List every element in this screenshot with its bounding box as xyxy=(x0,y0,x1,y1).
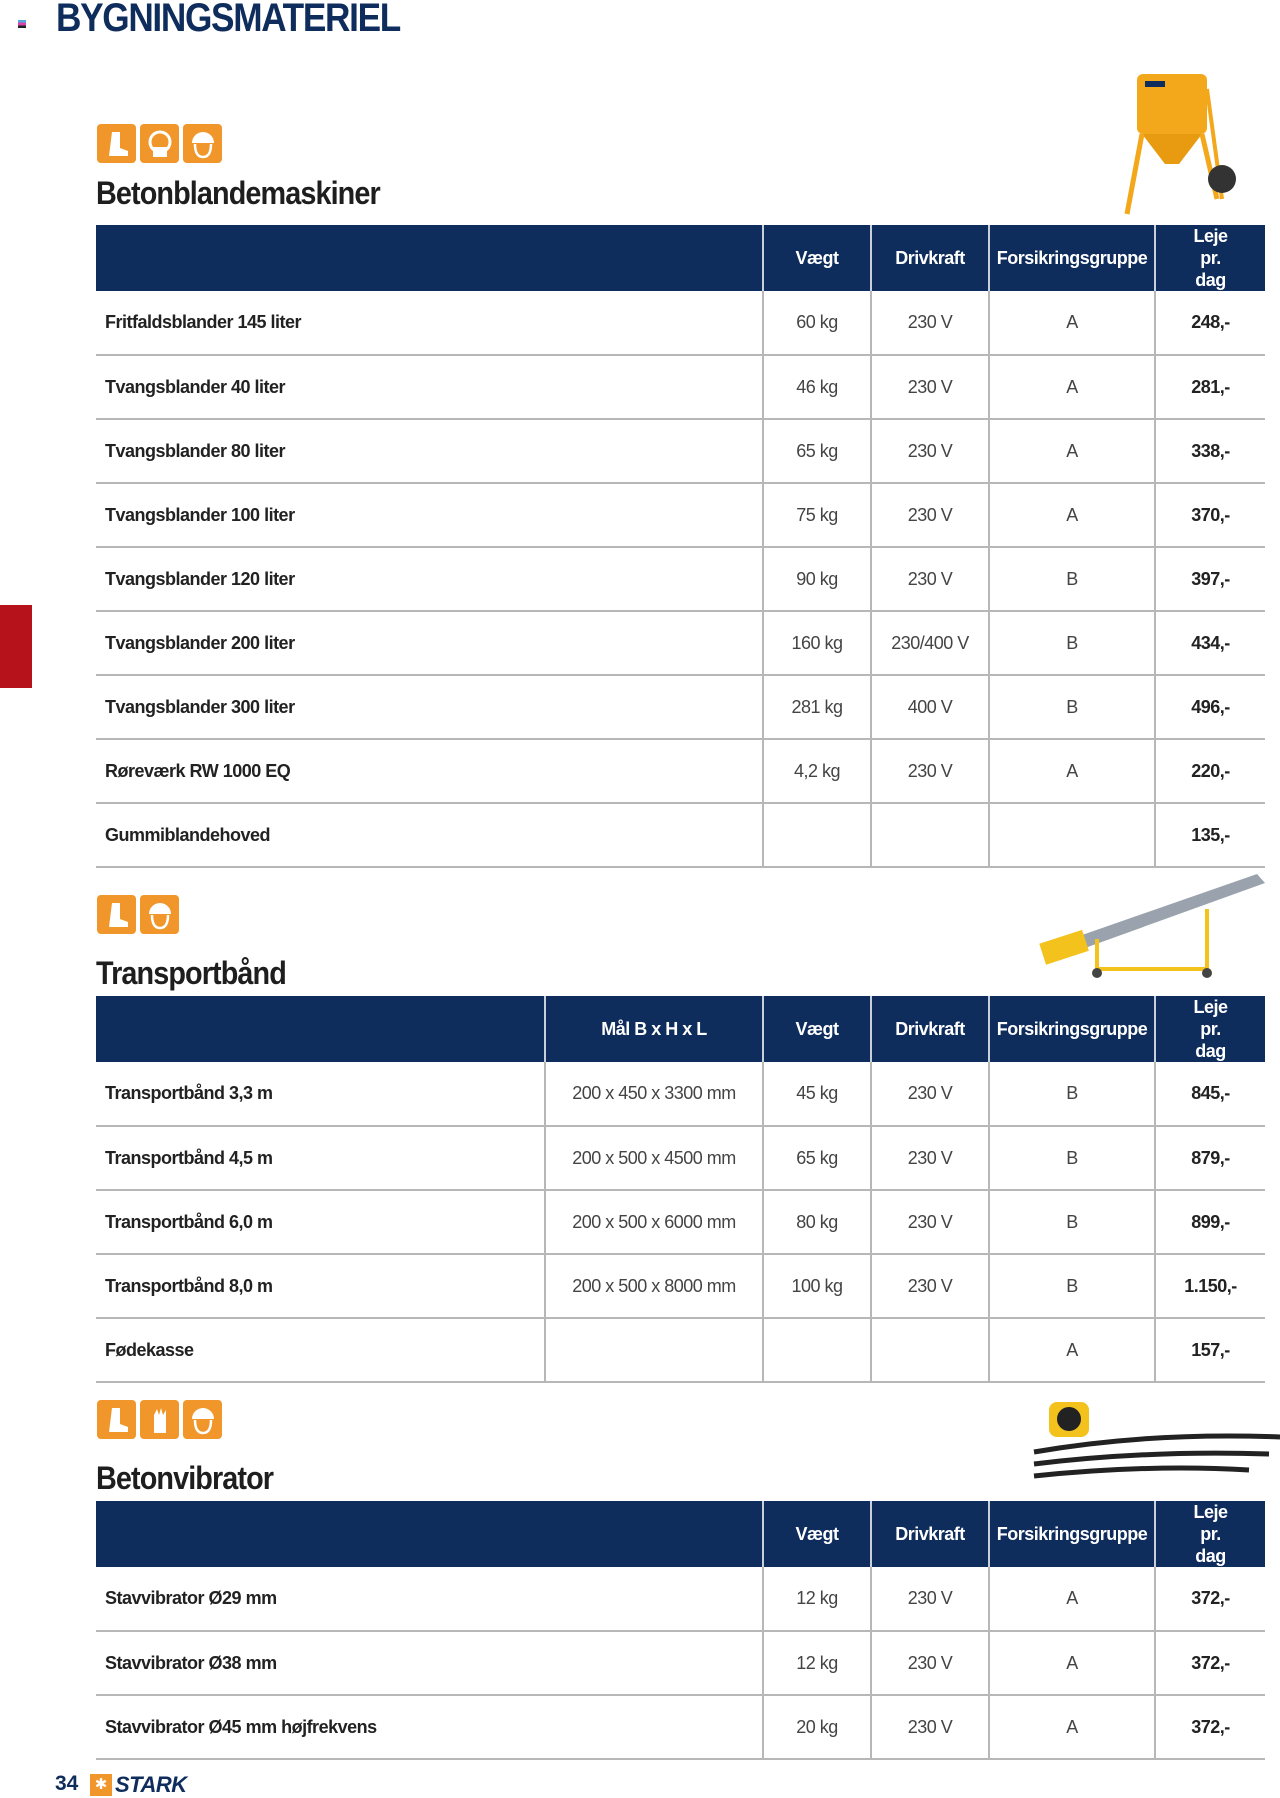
price-cell: 845,- xyxy=(1155,1062,1265,1126)
table-cell: 90 kg xyxy=(763,547,871,611)
price-cell: 1.150,- xyxy=(1155,1254,1265,1318)
price-cell: 397,- xyxy=(1155,547,1265,611)
table-header xyxy=(96,1501,1265,1567)
table-cell: 200 x 500 x 6000 mm xyxy=(545,1190,763,1254)
safety-icons xyxy=(97,1400,222,1439)
table-cell xyxy=(871,1318,989,1382)
table-cell: 200 x 500 x 4500 mm xyxy=(545,1126,763,1190)
page-title: BYGNINGSMATERIEL xyxy=(56,0,400,40)
table-row xyxy=(96,355,1265,419)
table-cell: A xyxy=(989,1567,1155,1631)
table-cell: A xyxy=(989,1695,1155,1759)
section-title: Betonvibrator xyxy=(96,1460,274,1496)
helmet-icon xyxy=(140,895,179,934)
chapter-tab xyxy=(0,605,32,688)
price-cell: 281,- xyxy=(1155,355,1265,419)
table-cell: B xyxy=(989,675,1155,739)
table-cell: 12 kg xyxy=(763,1631,871,1695)
table-cell: B xyxy=(989,1126,1155,1190)
table-header xyxy=(96,225,1265,291)
table-cell: 12 kg xyxy=(763,1567,871,1631)
product-name: Transportbånd 6,0 m xyxy=(96,1190,545,1254)
helmet-icon xyxy=(183,1400,222,1439)
table-header xyxy=(96,996,1265,1062)
column-header xyxy=(96,225,763,291)
table-row xyxy=(96,739,1265,803)
table-row xyxy=(96,611,1265,675)
column-header: Vægt xyxy=(763,225,871,291)
product-name: Stavvibrator Ø29 mm xyxy=(96,1567,763,1631)
column-header: Drivkraft xyxy=(871,996,989,1062)
product-name: Transportbånd 8,0 m xyxy=(96,1254,545,1318)
table-cell: 230 V xyxy=(871,1062,989,1126)
table-cell: 230 V xyxy=(871,739,989,803)
boot-icon xyxy=(97,1400,136,1439)
product-name: Stavvibrator Ø45 mm højfrekvens xyxy=(96,1695,763,1759)
table-cell: 46 kg xyxy=(763,355,871,419)
column-header: Vægt xyxy=(763,996,871,1062)
table-cell: A xyxy=(989,355,1155,419)
conveyor-belt-image xyxy=(1037,869,1267,981)
table-cell: A xyxy=(989,291,1155,355)
column-header: Drivkraft xyxy=(871,1501,989,1567)
table-cell: B xyxy=(989,1190,1155,1254)
column-header: Mål B x H x L xyxy=(545,996,763,1062)
concrete-vibrator-image xyxy=(1029,1392,1280,1484)
table-cell: 230 V xyxy=(871,1126,989,1190)
table-cell: 160 kg xyxy=(763,611,871,675)
product-name: Transportbånd 4,5 m xyxy=(96,1126,545,1190)
table-cell xyxy=(545,1318,763,1382)
table-cell: B xyxy=(989,547,1155,611)
helmet-icon xyxy=(183,124,222,163)
table-cell: 230 V xyxy=(871,1567,989,1631)
product-name: Tvangsblander 40 liter xyxy=(96,355,763,419)
price-cell: 372,- xyxy=(1155,1631,1265,1695)
table-cell xyxy=(989,803,1155,867)
table-cell: B xyxy=(989,611,1155,675)
product-name: Tvangsblander 200 liter xyxy=(96,611,763,675)
table-cell: 65 kg xyxy=(763,419,871,483)
table-cell: 230 V xyxy=(871,483,989,547)
table-cell: 45 kg xyxy=(763,1062,871,1126)
column-header: Forsikringsgruppe xyxy=(989,1501,1155,1567)
table-row xyxy=(96,1190,1265,1254)
stark-logo-icon: ✱ xyxy=(90,1774,112,1796)
price-cell: 370,- xyxy=(1155,483,1265,547)
column-header: Forsikringsgruppe xyxy=(989,996,1155,1062)
column-header xyxy=(96,996,545,1062)
table-cell: 230 V xyxy=(871,1631,989,1695)
table-cell: 230 V xyxy=(871,1190,989,1254)
column-header: Leje pr. dag xyxy=(1155,225,1265,291)
price-cell: 372,- xyxy=(1155,1695,1265,1759)
safety-icons xyxy=(97,124,222,163)
table-cell xyxy=(871,803,989,867)
table-cell: 281 kg xyxy=(763,675,871,739)
table-row xyxy=(96,483,1265,547)
table-cell: 80 kg xyxy=(763,1190,871,1254)
product-name: Fritfaldsblander 145 liter xyxy=(96,291,763,355)
table-cell: 400 V xyxy=(871,675,989,739)
table-cell: 230/400 V xyxy=(871,611,989,675)
table-cell: A xyxy=(989,419,1155,483)
table-cell: A xyxy=(989,1318,1155,1382)
product-name: Tvangsblander 100 liter xyxy=(96,483,763,547)
product-name: Tvangsblander 300 liter xyxy=(96,675,763,739)
table-cell: 230 V xyxy=(871,1695,989,1759)
price-cell: 157,- xyxy=(1155,1318,1265,1382)
table-cell: A xyxy=(989,739,1155,803)
price-cell: 248,- xyxy=(1155,291,1265,355)
table-cell: 20 kg xyxy=(763,1695,871,1759)
boot-icon xyxy=(97,124,136,163)
table-cell: 100 kg xyxy=(763,1254,871,1318)
table-row xyxy=(96,547,1265,611)
table-cell: 230 V xyxy=(871,355,989,419)
table-cell: 230 V xyxy=(871,547,989,611)
table-cell: 65 kg xyxy=(763,1126,871,1190)
column-header: Forsikringsgruppe xyxy=(989,225,1155,291)
table-cell: 230 V xyxy=(871,1254,989,1318)
table-cell: 60 kg xyxy=(763,291,871,355)
ear-protection-icon xyxy=(140,124,179,163)
product-name: Fødekasse xyxy=(96,1318,545,1382)
table-row xyxy=(96,1062,1265,1126)
table-cell: 230 V xyxy=(871,291,989,355)
boot-icon xyxy=(97,895,136,934)
product-name: Tvangsblander 120 liter xyxy=(96,547,763,611)
column-header: Drivkraft xyxy=(871,225,989,291)
table-row xyxy=(96,419,1265,483)
registration-mark xyxy=(18,20,26,28)
table-cell: 4,2 kg xyxy=(763,739,871,803)
safety-icons xyxy=(97,895,179,934)
table-row xyxy=(96,803,1265,867)
price-cell: 220,- xyxy=(1155,739,1265,803)
column-header: Leje pr. dag xyxy=(1155,1501,1265,1567)
table-cell: 200 x 500 x 8000 mm xyxy=(545,1254,763,1318)
rental-table xyxy=(96,225,1265,868)
page-number: 34 xyxy=(55,1772,79,1795)
product-name: Tvangsblander 80 liter xyxy=(96,419,763,483)
table-row xyxy=(96,1254,1265,1318)
table-cell: 200 x 450 x 3300 mm xyxy=(545,1062,763,1126)
table-cell xyxy=(763,803,871,867)
table-row xyxy=(96,1631,1265,1695)
price-cell: 879,- xyxy=(1155,1126,1265,1190)
table-cell: 230 V xyxy=(871,419,989,483)
table-row xyxy=(96,291,1265,355)
product-name: Transportbånd 3,3 m xyxy=(96,1062,545,1126)
stark-logo xyxy=(90,1772,187,1798)
price-cell: 372,- xyxy=(1155,1567,1265,1631)
table-cell xyxy=(763,1318,871,1382)
table-cell: A xyxy=(989,1631,1155,1695)
table-cell: A xyxy=(989,483,1155,547)
table-row xyxy=(96,675,1265,739)
table-row xyxy=(96,1695,1265,1759)
product-name: Gummiblandehoved xyxy=(96,803,763,867)
table-cell: B xyxy=(989,1254,1155,1318)
column-header: Vægt xyxy=(763,1501,871,1567)
table-cell: B xyxy=(989,1062,1155,1126)
table-row xyxy=(96,1567,1265,1631)
concrete-mixer-image xyxy=(1117,69,1242,219)
price-cell: 434,- xyxy=(1155,611,1265,675)
price-cell: 899,- xyxy=(1155,1190,1265,1254)
section-title: Transportbånd xyxy=(96,955,286,991)
stark-logo-text: STARK xyxy=(115,1772,187,1797)
price-cell: 496,- xyxy=(1155,675,1265,739)
glove-icon xyxy=(140,1400,179,1439)
table-row xyxy=(96,1318,1265,1382)
table-row xyxy=(96,1126,1265,1190)
price-cell: 135,- xyxy=(1155,803,1265,867)
table-cell: 75 kg xyxy=(763,483,871,547)
rental-table xyxy=(96,1501,1265,1760)
section-title: Betonblandemaskiner xyxy=(96,175,380,211)
product-name: Røreværk RW 1000 EQ xyxy=(96,739,763,803)
column-header xyxy=(96,1501,763,1567)
price-cell: 338,- xyxy=(1155,419,1265,483)
column-header: Leje pr. dag xyxy=(1155,996,1265,1062)
rental-table xyxy=(96,996,1265,1383)
product-name: Stavvibrator Ø38 mm xyxy=(96,1631,763,1695)
